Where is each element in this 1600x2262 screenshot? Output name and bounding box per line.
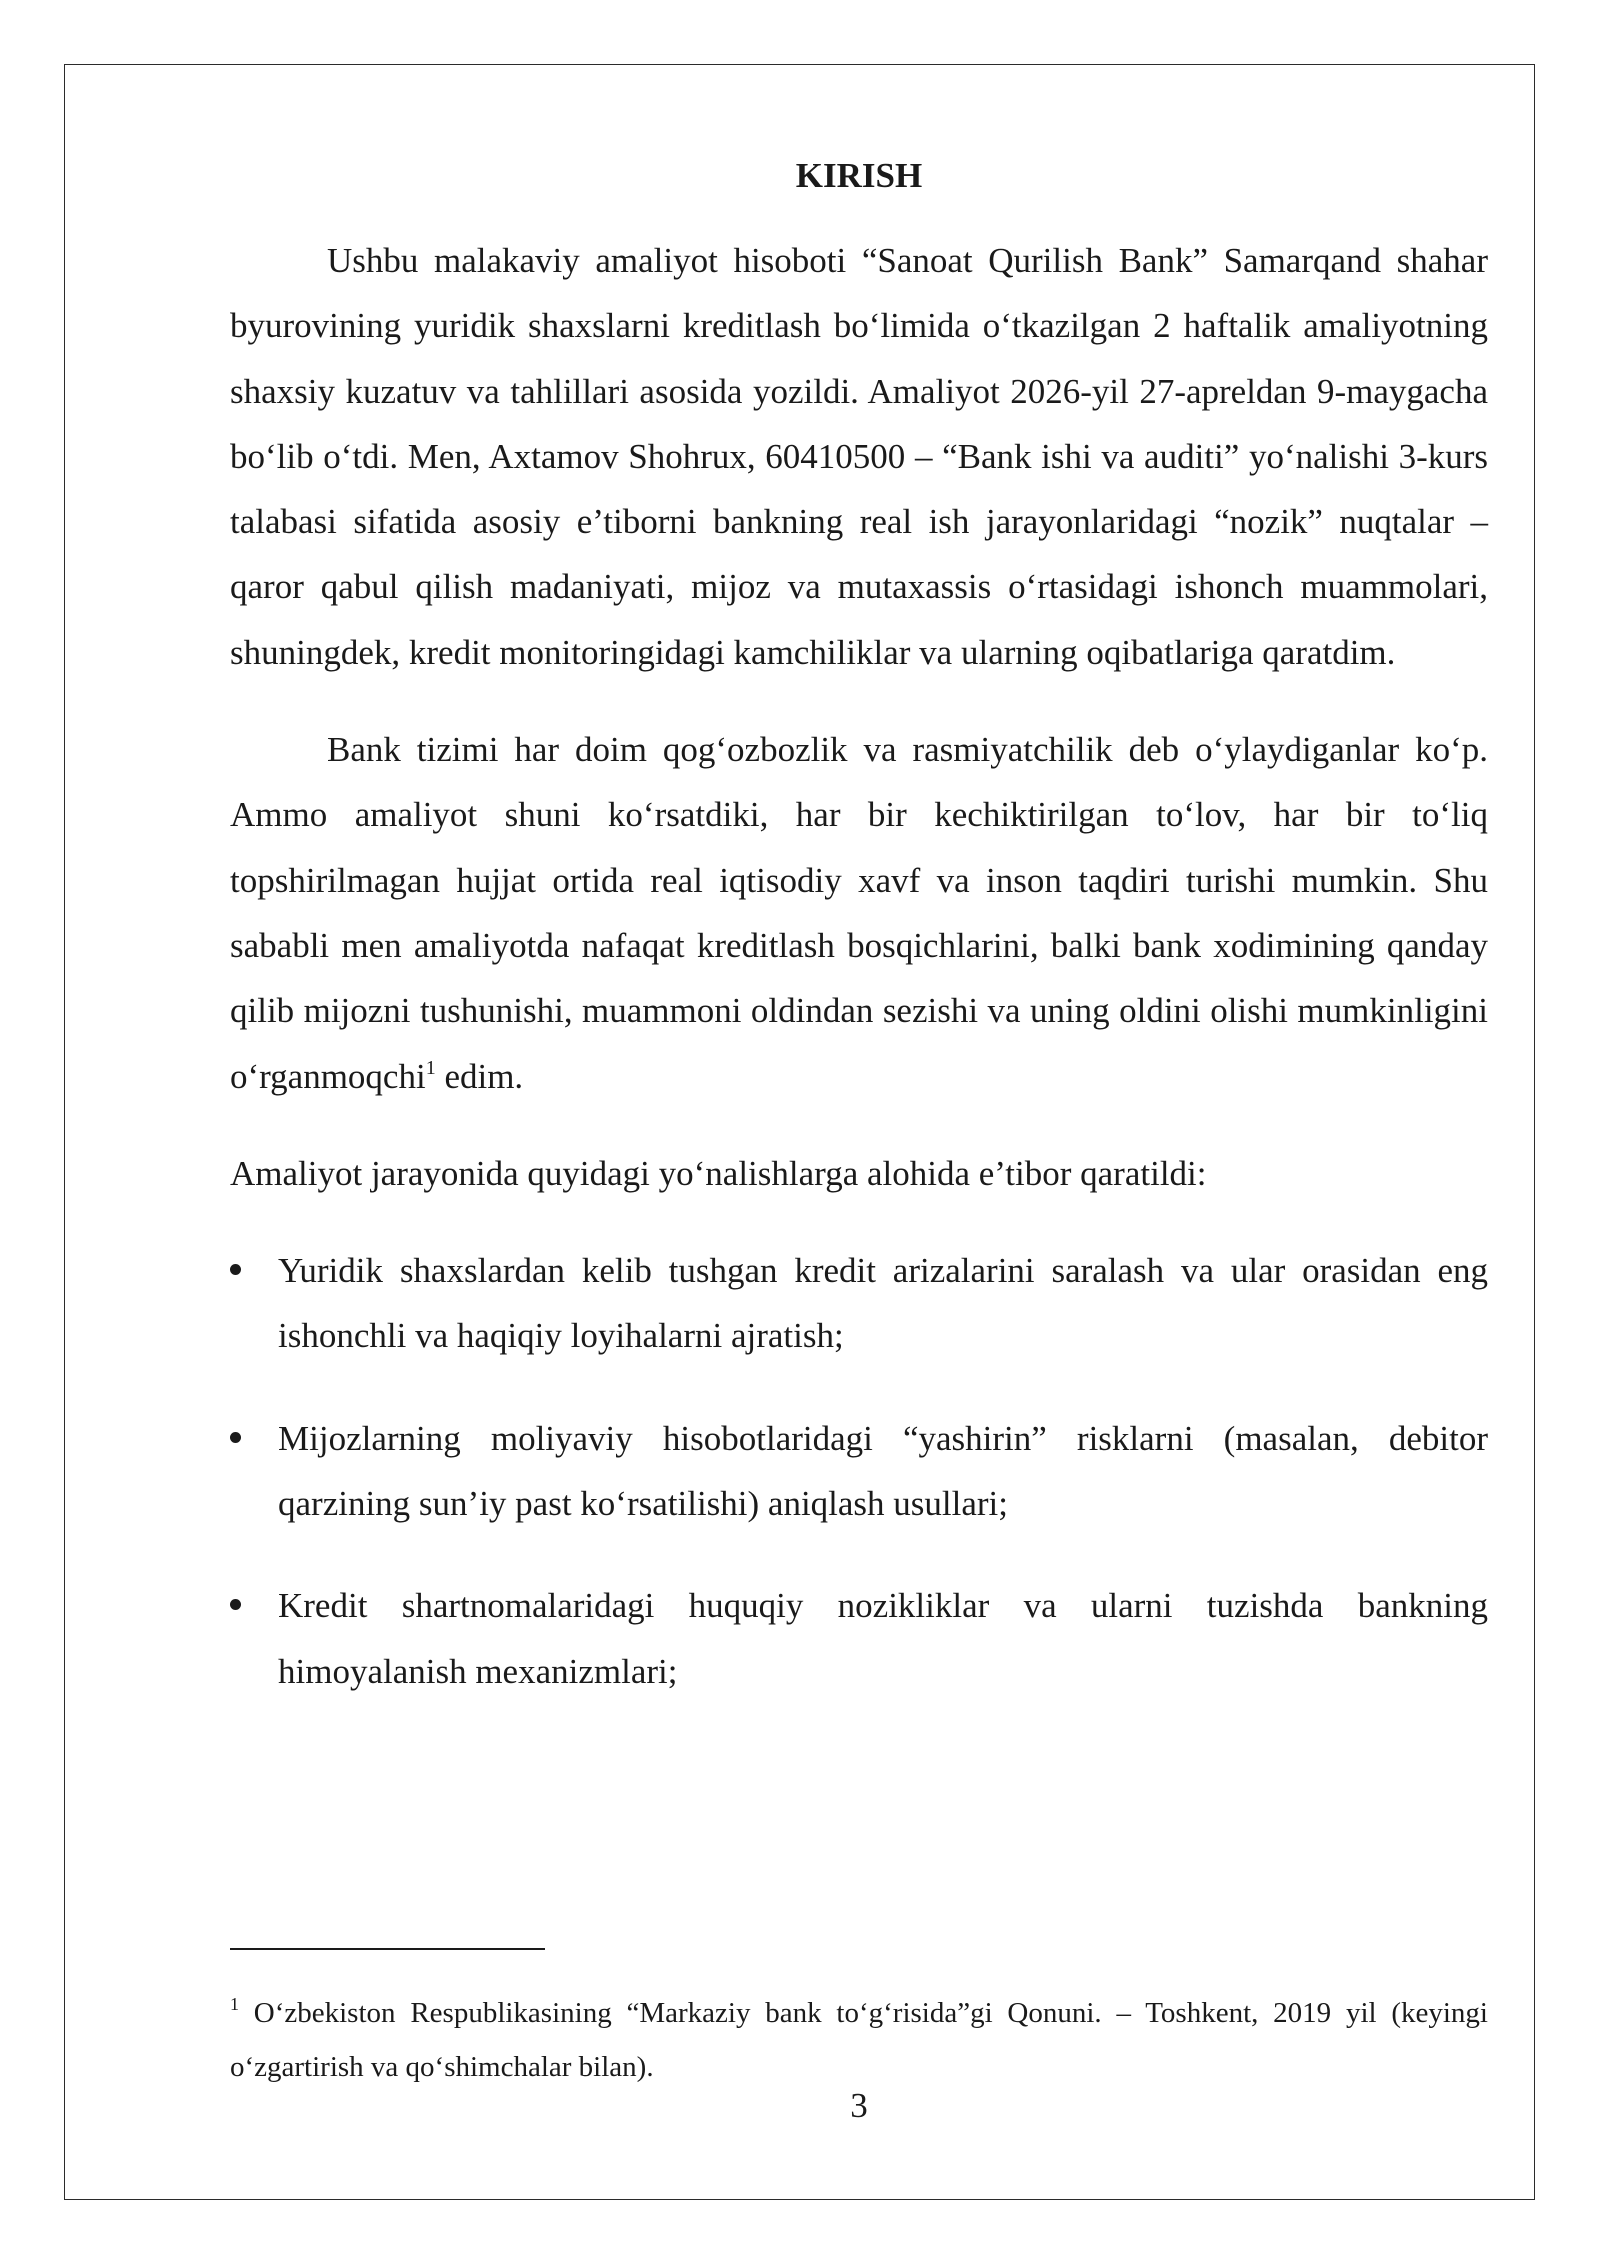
footnote-reference: 1: [425, 1056, 436, 1079]
focus-list: [230, 1238, 1488, 1704]
list-intro: Amaliyot jarayonida quyidagi yoʻnalishlarga alohida e’tibor qaratildi:: [230, 1153, 1207, 1193]
footnote-text: Oʻzbekiston Respublikasining “Markaziy bank toʻgʻrisida”gi Qonuni. – Toshkent, 2019 yil (keyingi oʻzgartirish va qoʻshimchalar bilan).: [230, 1997, 1488, 2083]
list-item: [230, 1238, 1488, 1369]
second-paragraph: [230, 717, 1488, 1109]
second-paragraph-text: Bank tizimi har doim qogʻozbozlik va rasmiyatchilik deb oʻylaydiganlar koʻp. Ammo amaliyot shuni koʻrsatdiki, har bir kechiktirilgan toʻlov, har bir toʻliq topshirilmagan hujjat ortida real iqtisodiy xavf va inson taqdiri turishi mumkin. Shu sababli men amaliyotda nafaqat kreditlash bosqichlarini, balki bank xodimining qanday qilib mijozni tushunishi, muammoni oldindan sezishi va uning oldini olishi mumkinligini oʻrganmoqchi: [230, 730, 1488, 1096]
footnote-number: 1: [230, 1994, 239, 2014]
page-number: 3: [850, 2086, 868, 2125]
list-item: [230, 1573, 1488, 1704]
bullet-icon: [230, 1264, 241, 1275]
second-paragraph-tail: edim.: [435, 1056, 524, 1096]
page-body: [230, 148, 1488, 1741]
list-item: [230, 1406, 1488, 1537]
footnote-separator: [230, 1948, 545, 1950]
footnote: [230, 1986, 1488, 2094]
bullet-icon: [230, 1432, 241, 1443]
list-item-text: Kredit shartnomalaridagi huquqiy nozikliklar va ularni tuzishda bankning himoyalanish mexanizmlari;: [278, 1586, 1488, 1691]
list-item-text: Yuridik shaxslardan kelib tushgan kredit arizalarini saralash va ular orasidan eng ishonchli va haqiqiy loyihalarni ajratish;: [278, 1251, 1488, 1356]
list-item-text: Mijozlarning moliyaviy hisobotlaridagi “yashirin” risklarni (masalan, debitor qarzining sun’iy past koʻrsatilishi) aniqlash usullari;: [278, 1418, 1488, 1524]
bullet-icon: [230, 1599, 241, 1610]
section-heading: KIRISH: [795, 156, 923, 195]
intro-paragraph: Ushbu malakaviy amaliyot hisoboti “Sanoat Qurilish Bank” Samarqand shahar byurovining yuridik shaxslarni kreditlash boʻlimida oʻtkazilgan 2 haftalik amaliyotning shaxsiy kuzatuv va tahlillari asosida yozildi. Amaliyot 2026-yil 27-apreldan 9-maygacha boʻlib oʻtdi. Men, Axtamov Shohrux, 60410500 – “Bank ishi va auditi” yoʻnalishi 3-kurs talabasi sifatida asosiy e’tiborni bankning real ish jarayonlaridagi “nozik” nuqtalar – qaror qabul qilish madaniyati, mijoz va mutaxassis oʻrtasidagi ishonch muammolari, shuningdek, kredit monitoringidagi kamchiliklar va ularning oqibatlariga qaratdim.: [230, 241, 1488, 672]
